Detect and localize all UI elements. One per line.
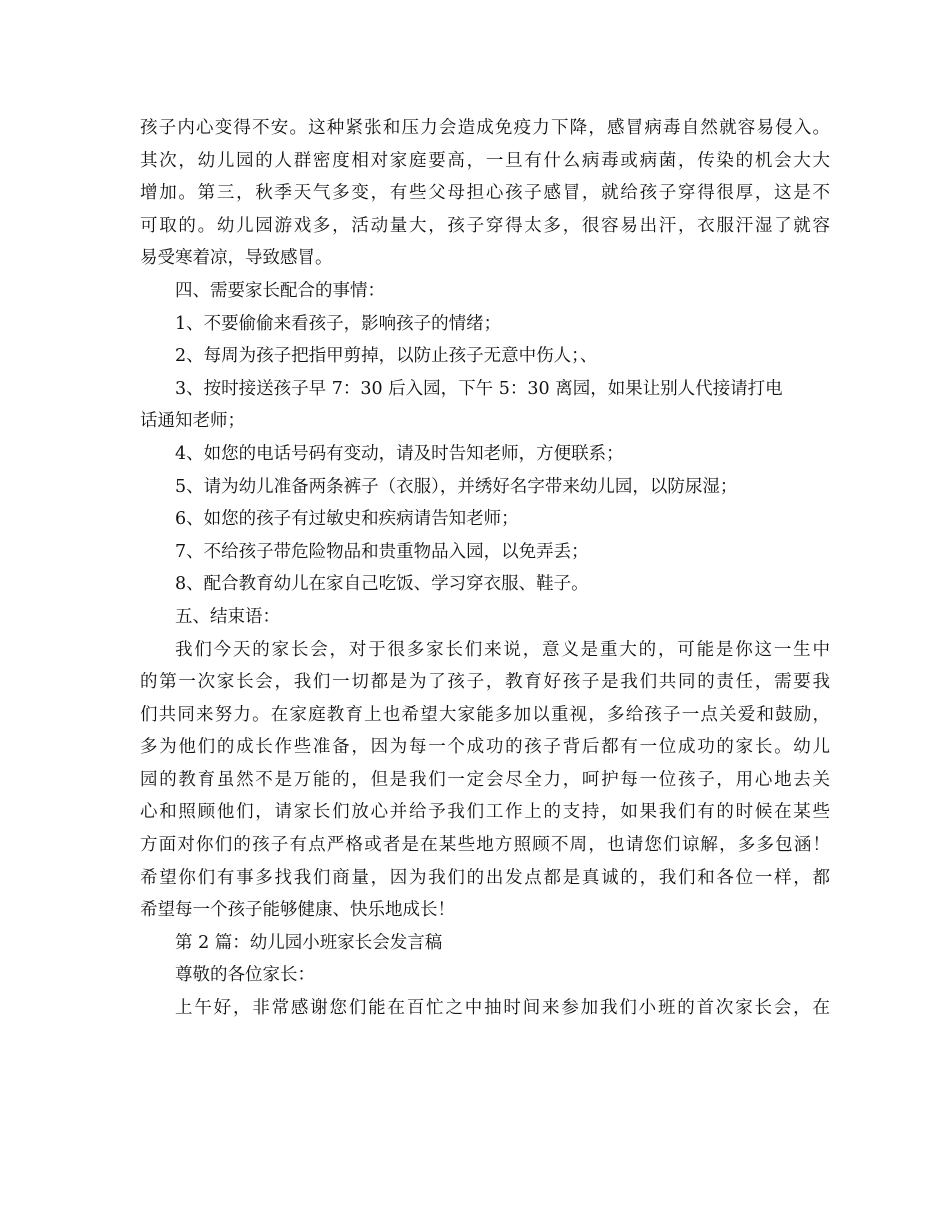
text-line: 四、需要家长配合的事情： — [175, 280, 385, 301]
text-line: 多为他们的成长作些准备，因为每一个成功的孩子背后都有一位成功的家长。幼儿 — [140, 737, 830, 758]
text-line: 话通知老师； — [140, 411, 245, 432]
text-line: 6、如您的孩子有过敏史和疾病请告知老师； — [175, 509, 519, 530]
text-line: 第 2 篇：幼儿园小班家长会发言稿 — [175, 932, 443, 953]
text-line: 5、请为幼儿准备两条裤子（衣服），并绣好名字带来幼儿园，以防尿湿； — [175, 476, 738, 497]
text-line: 2、每周为孩子把指甲剪掉，以防止孩子无意中伤人；、 — [175, 346, 598, 367]
text-line: 易受寒着凉，导致感冒。 — [140, 248, 333, 269]
text-line: 希望每一个孩子能够健康、快乐地成长！ — [140, 900, 455, 921]
text-line: 增加。第三，秋季天气多变，有些父母担心孩子感冒，就给孩子穿得很厚，这是不 — [140, 183, 830, 204]
text-line: 4、如您的电话号码有变动，请及时告知老师，方便联系； — [175, 443, 624, 464]
text-line: 五、结束语： — [175, 606, 280, 627]
text-line: 们共同来努力。在家庭教育上也希望大家能多加以重视，多给孩子一点关爱和鼓励， — [140, 704, 830, 725]
text-line: 8、配合教育幼儿在家自己吃饭、学习穿衣服、鞋子。 — [175, 574, 589, 595]
text-line: 园的教育虽然不是万能的，但是我们一定会尽全力，呵护每一位孩子，用心地去关 — [140, 769, 830, 790]
text-line: 1、不要偷偷来看孩子，影响孩子的情绪； — [175, 313, 502, 334]
text-line: 孩子内心变得不安。这种紧张和压力会造成免疫力下降，感冒病毒自然就容易侵入。 — [140, 118, 830, 138]
text-line: 的第一次家长会，我们一切都是为了孩子，教育好孩子是我们共同的责任，需要我 — [140, 672, 830, 693]
document-body — [140, 112, 830, 1025]
text-line: 心和照顾他们，请家长们放心并给予我们工作上的支持，如果我们有的时候在某些 — [140, 802, 830, 823]
text-line: 7、不给孩子带危险物品和贵重物品入园，以免弄丢； — [175, 541, 589, 562]
text-line: 3、按时接送孩子早 7：30 后入园，下午 5：30 离园，如果让别人代接请打电 — [175, 378, 783, 399]
text-line: 希望你们有事多找我们商量，因为我们的出发点都是真诚的，我们和各位一样，都 — [140, 867, 830, 888]
text-line: 我们今天的家长会，对于很多家长们来说，意义是重大的，可能是你这一生中 — [175, 639, 830, 660]
text-line: 方面对你们的孩子有点严格或者是在某些地方照顾不周，也请您们谅解，多多包涵！ — [140, 835, 830, 856]
text-line: 其次，幼儿园的人群密度相对家庭要高，一旦有什么病毒或病菌，传染的机会大大 — [140, 150, 830, 171]
text-line: 尊敬的各位家长： — [175, 965, 315, 986]
text-line: 上午好，非常感谢您们能在百忙之中抽时间来参加我们小班的首次家长会，在 — [175, 998, 830, 1019]
text-line: 可取的。幼儿园游戏多，活动量大，孩子穿得太多，很容易出汗，衣服汗湿了就容 — [140, 215, 830, 236]
